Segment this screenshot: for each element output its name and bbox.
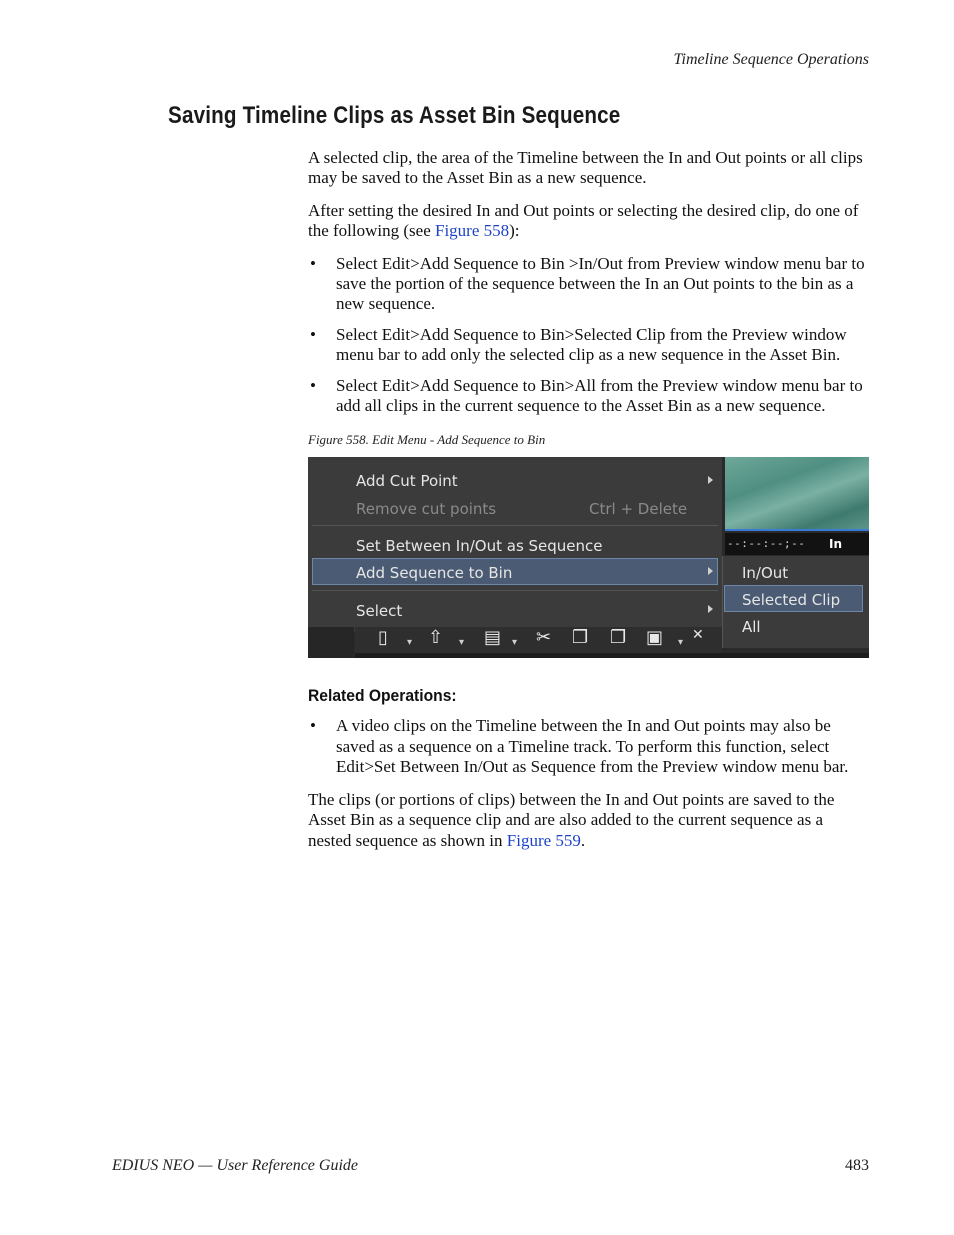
closing-text: The clips (or portions of clips) between the In and Out points are saved to the Asset Bin as a sequence clip and are also added to the current sequence as a nested sequence as shown in bbox=[308, 789, 835, 850]
toolbar-underbar bbox=[355, 653, 869, 658]
main-content bbox=[308, 148, 870, 863]
open-icon[interactable]: ⇧ bbox=[428, 627, 444, 649]
menu-divider bbox=[312, 525, 718, 526]
copy-icon[interactable]: ❐ bbox=[572, 627, 589, 649]
list-item: • Select Edit>Add Sequence to Bin>Selected Clip from the Preview window menu bar to add only the selected clip as a new sequence in the Asset Bin. bbox=[308, 325, 870, 366]
intro-paragraph: A selected clip, the area of the Timeline between the In and Out points or all clips may be saved to the Asset Bin as a new sequence. bbox=[308, 148, 863, 188]
paste-icon[interactable]: ❐ bbox=[610, 627, 627, 649]
list-item: • Select Edit>Add Sequence to Bin >In/Out from Preview window menu bar to save the portion of the sequence between the In an Out points to the bin as a new sequence. bbox=[308, 254, 870, 315]
menu-item-select[interactable]: Select bbox=[356, 602, 403, 621]
menu-item-add-cut-point[interactable]: Add Cut Point bbox=[356, 472, 458, 491]
menu-item-remove-cut-points[interactable]: Remove cut points bbox=[356, 500, 497, 519]
figure-559-link[interactable]: Figure 559 bbox=[506, 830, 581, 850]
after-setting-paragraph bbox=[308, 201, 870, 242]
menu-item-add-sequence-to-bin[interactable]: Add Sequence to Bin bbox=[356, 564, 513, 583]
closing-paragraph bbox=[308, 790, 870, 851]
after-setting-text: After setting the desired In and Out points or selecting the desired clip, do one of the following (see bbox=[308, 200, 859, 241]
preview-thumbnail bbox=[725, 457, 869, 529]
submenu-item-in-out[interactable]: In/Out bbox=[742, 564, 789, 583]
after-setting-tail: ): bbox=[509, 221, 520, 241]
figure-caption: Figure 558. Edit Menu - Add Sequence to Bin bbox=[308, 432, 546, 448]
cut-icon[interactable]: ✂ bbox=[536, 627, 552, 649]
delete-icon[interactable]: ✕ bbox=[692, 627, 704, 644]
chevron-down-icon[interactable]: ▾ bbox=[512, 637, 518, 649]
related-heading: Related Operations: bbox=[308, 686, 457, 706]
edit-menu-screenshot bbox=[308, 457, 869, 658]
submenu-arrow-icon bbox=[708, 567, 713, 575]
save-icon[interactable]: ▤ bbox=[484, 627, 502, 649]
running-head: Timeline Sequence Operations bbox=[673, 51, 869, 68]
preview-border bbox=[725, 529, 869, 531]
submenu-arrow-icon bbox=[708, 605, 713, 613]
related-list bbox=[308, 716, 870, 777]
footer-title: EDIUS NEO — User Reference Guide bbox=[112, 1157, 359, 1174]
submenu-arrow-icon bbox=[708, 476, 713, 484]
chevron-down-icon[interactable]: ▾ bbox=[407, 637, 413, 649]
submenu-item-all[interactable]: All bbox=[742, 618, 761, 637]
remove-shortcut: Ctrl + Delete bbox=[589, 500, 688, 519]
closing-tail: . bbox=[580, 830, 586, 850]
chevron-down-icon[interactable]: ▾ bbox=[459, 637, 465, 649]
toolbar-edge bbox=[308, 627, 354, 658]
list-item: • A video clips on the Timeline between the In and Out points may also be saved as a sequence on a Timeline track. To perform this function, select Edit>Set Between In/Out as Sequence from the Preview window menu bar. bbox=[308, 716, 870, 777]
list-item: • Select Edit>Add Sequence to Bin>All from the Preview window menu bar to add all clips in the current sequence to the Asset Bin as a new sequence. bbox=[308, 376, 870, 417]
submenu-item-selected-clip[interactable]: Selected Clip bbox=[742, 591, 841, 610]
page-title: Saving Timeline Clips as Asset Bin Sequence bbox=[168, 102, 621, 129]
timecode-readout: --:--:--;-- bbox=[727, 537, 806, 551]
figure-558-link[interactable]: Figure 558 bbox=[435, 221, 510, 241]
new-icon[interactable]: ▯ bbox=[378, 627, 388, 649]
menu-divider bbox=[312, 590, 718, 591]
page-number: 483 bbox=[845, 1157, 869, 1174]
chevron-down-icon[interactable]: ▾ bbox=[678, 637, 684, 649]
replace-icon[interactable]: ▣ bbox=[646, 627, 664, 649]
steps-list bbox=[308, 254, 870, 417]
menu-item-set-between[interactable]: Set Between In/Out as Sequence bbox=[356, 537, 603, 556]
in-label: In bbox=[829, 537, 843, 552]
